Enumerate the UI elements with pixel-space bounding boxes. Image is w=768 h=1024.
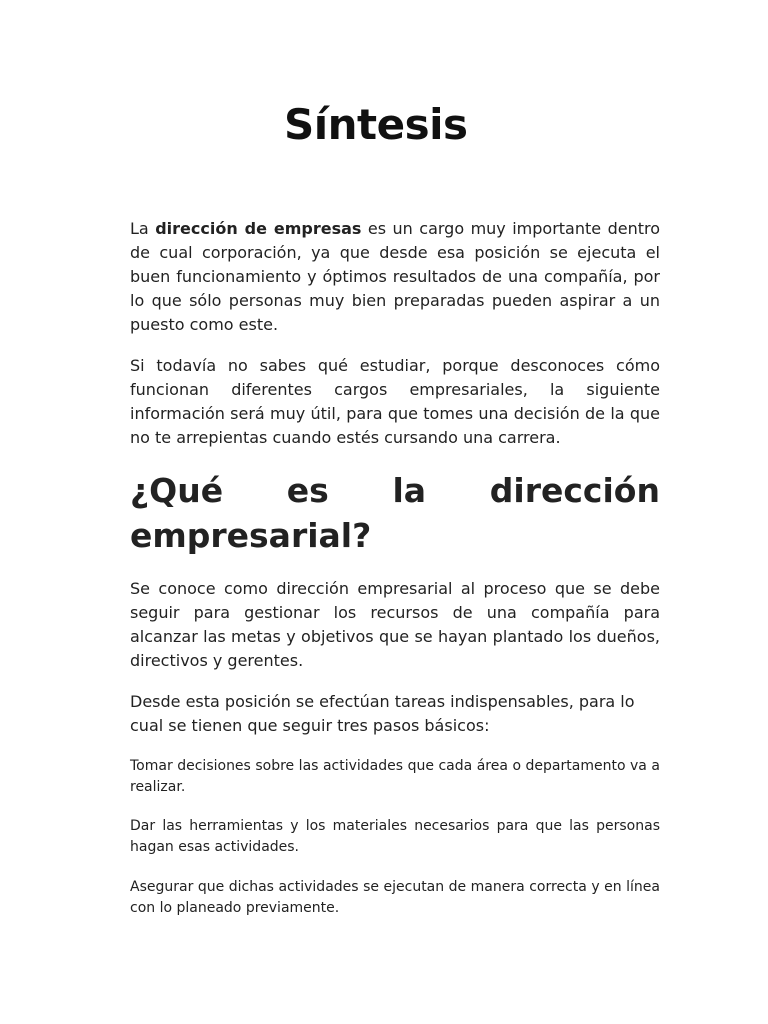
intro-bold-term: dirección de empresas xyxy=(155,219,362,238)
intro-paragraph-1-rest: es un cargo muy importante dentro de cual corporación, ya que desde esa posición se ejecuta el buen funcionamiento y óptimos resultados de una compañía, por lo que sólo personas muy bien preparadas pueden aspirar a un puesto como este. xyxy=(130,219,660,334)
section-heading-line-2: empresarial? xyxy=(130,516,372,555)
heading-word: dirección xyxy=(489,471,660,510)
heading-word: es xyxy=(286,471,329,510)
intro-paragraph-2: Si todavía no sabes qué estudiar, porque desconoces cómo funcionan diferentes cargos empresariales, la siguiente información será muy útil, para que tomes una decisión de la que no te arrepientas cuando estés cursando una carrera. xyxy=(130,356,660,447)
section-heading xyxy=(130,468,660,558)
intro-paragraph-1-prefix: La xyxy=(130,219,156,238)
heading-word: ¿Qué xyxy=(130,471,224,510)
step-paragraph-3: Asegurar que dichas actividades se ejecutan de manera correcta y en línea con lo planeado previamente. xyxy=(130,879,660,916)
step-paragraph-1: Tomar decisiones sobre las actividades que cada área o departamento va a realizar. xyxy=(130,758,660,795)
heading-word: la xyxy=(392,471,427,510)
intro-paragraph-1 xyxy=(130,217,660,337)
document-title: Síntesis xyxy=(284,100,468,149)
steps-intro-paragraph: Desde esta posición se efectúan tareas indispensables, para lo cual se tienen que seguir tres pasos básicos: xyxy=(130,692,635,735)
definition-paragraph: Se conoce como dirección empresarial al proceso que se debe seguir para gestionar los recursos de una compañía para alcanzar las metas y objetivos que se hayan plantado los dueños, directivos y gerentes. xyxy=(130,579,660,670)
section-heading-line-1 xyxy=(130,468,660,513)
step-paragraph-2: Dar las herramientas y los materiales necesarios para que las personas hagan esas actividades. xyxy=(130,818,660,855)
